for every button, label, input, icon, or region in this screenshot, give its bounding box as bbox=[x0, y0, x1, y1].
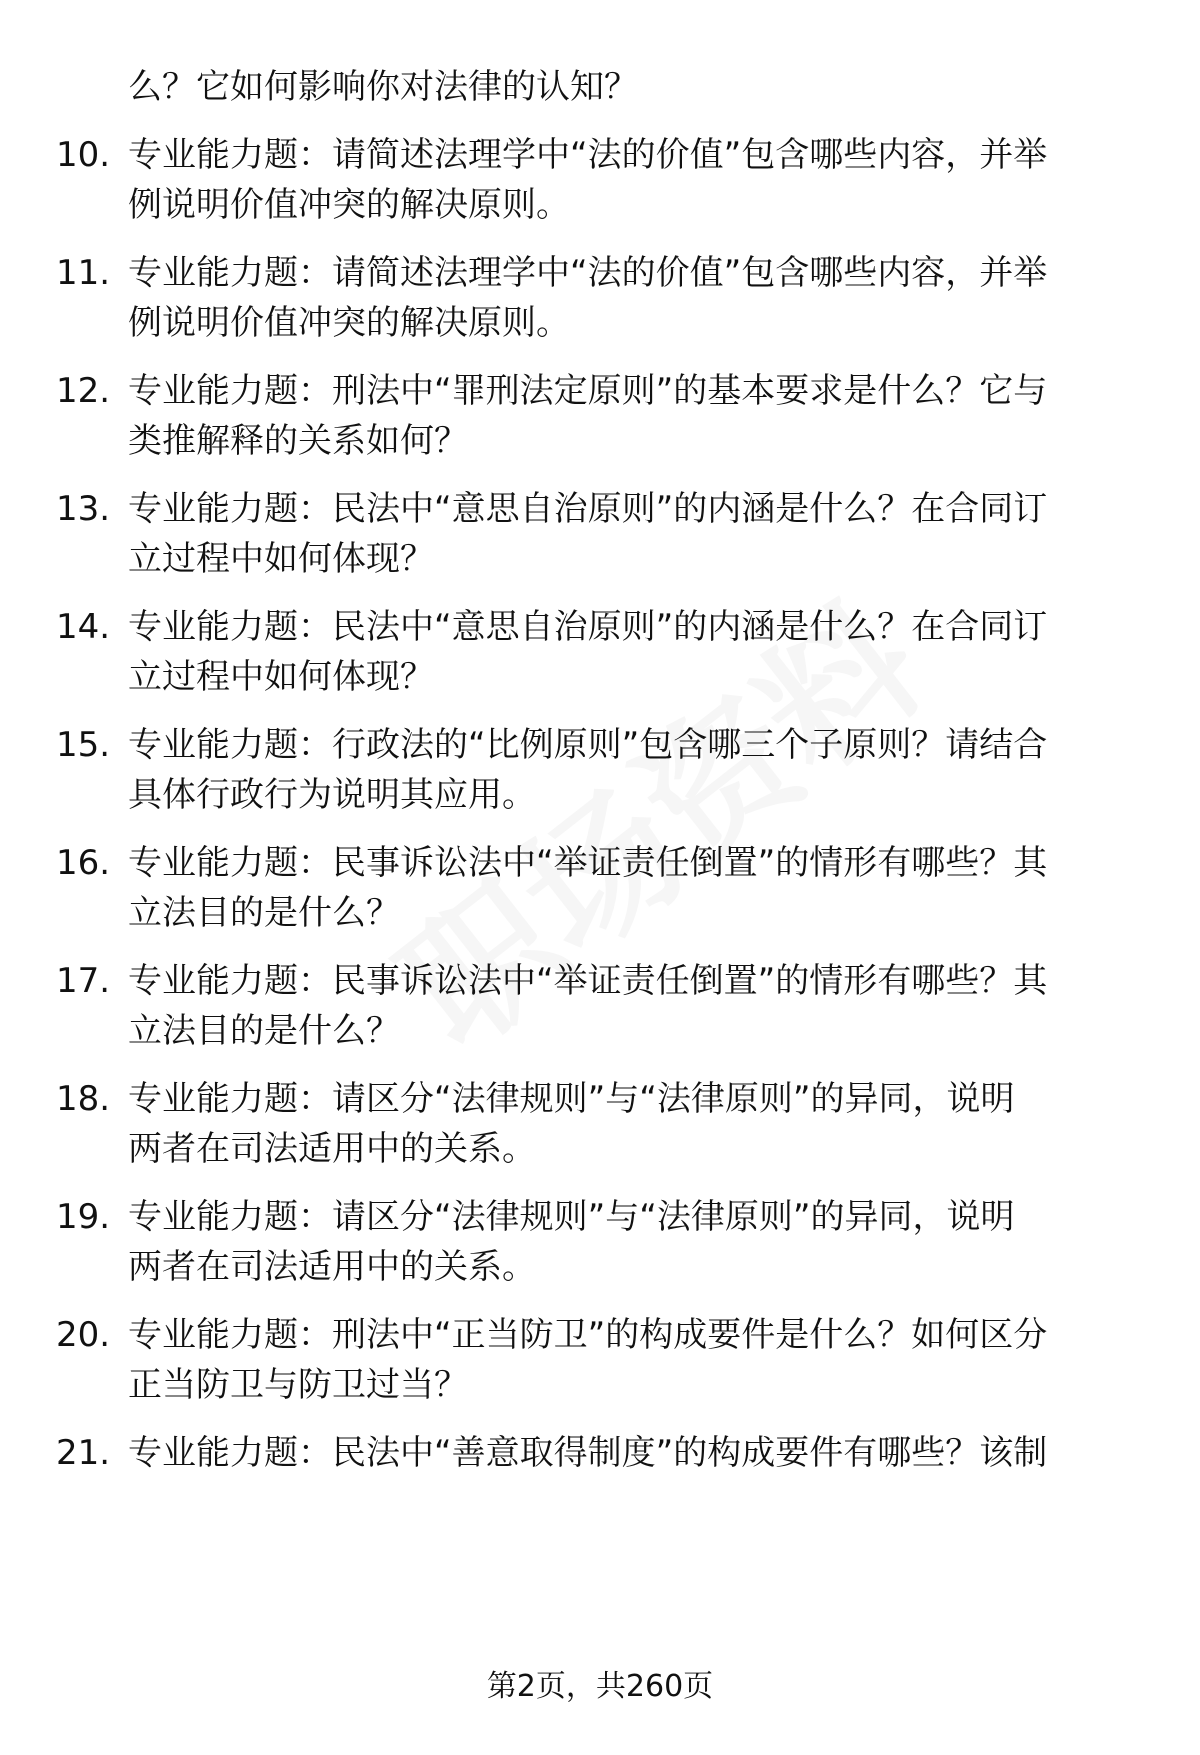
question-text-line2: 立法目的是什么？ bbox=[128, 1011, 400, 1051]
question-text-line1: 专业能力题：民法中“意思自治原则”的内涵是什么？在合同订 bbox=[128, 607, 1048, 647]
question-text-line2: 立过程中如何体现？ bbox=[128, 657, 434, 697]
question-number: 20. bbox=[56, 1315, 111, 1355]
question-text-line2: 例说明价值冲突的解决原则。 bbox=[128, 185, 570, 225]
question-text-line1: 专业能力题：民事诉讼法中“举证责任倒置”的情形有哪些？其 bbox=[128, 961, 1048, 1001]
question-text-line1: 专业能力题：请简述法理学中“法的价值”包含哪些内容，并举 bbox=[128, 135, 1048, 175]
question-text-line2: 例说明价值冲突的解决原则。 bbox=[128, 303, 570, 343]
question-text-line2: 正当防卫与防卫过当？ bbox=[128, 1365, 468, 1405]
question-text-line1: 专业能力题：民法中“意思自治原则”的内涵是什么？在合同订 bbox=[128, 489, 1048, 529]
question-number: 13. bbox=[56, 489, 111, 529]
question-text-line2: 立过程中如何体现？ bbox=[128, 539, 434, 579]
page-footer: 第2页，共260页 bbox=[486, 1669, 714, 1704]
question-text-line1: 专业能力题：请区分“法律规则”与“法律原则”的异同，说明 bbox=[128, 1079, 1015, 1119]
question-number: 10. bbox=[56, 135, 111, 175]
question-text-line1: 专业能力题：行政法的“比例原则”包含哪三个子原则？请结合 bbox=[128, 725, 1048, 765]
question-text-line1: 专业能力题：请区分“法律规则”与“法律原则”的异同，说明 bbox=[128, 1197, 1015, 1237]
question-text-line2: 两者在司法适用中的关系。 bbox=[128, 1247, 536, 1287]
question-number: 18. bbox=[56, 1079, 111, 1119]
question-number: 21. bbox=[56, 1433, 111, 1473]
question-number: 14. bbox=[56, 607, 111, 647]
question-text-line1: 专业能力题：请简述法理学中“法的价值”包含哪些内容，并举 bbox=[128, 253, 1048, 293]
question-number: 16. bbox=[56, 843, 111, 883]
question-number: 15. bbox=[56, 725, 111, 765]
question-text-line1: 专业能力题：民事诉讼法中“举证责任倒置”的情形有哪些？其 bbox=[128, 843, 1048, 883]
question-number: 11. bbox=[56, 253, 111, 293]
question-text-line1: 专业能力题：刑法中“罪刑法定原则”的基本要求是什么？它与 bbox=[128, 371, 1048, 411]
question-text-line2: 立法目的是什么？ bbox=[128, 893, 400, 933]
question-text-line2: 具体行政行为说明其应用。 bbox=[128, 775, 536, 815]
carry-over-line: 么？它如何影响你对法律的认知？ bbox=[128, 67, 638, 107]
question-number: 17. bbox=[56, 961, 111, 1001]
question-text-line1: 专业能力题：刑法中“正当防卫”的构成要件是什么？如何区分 bbox=[128, 1315, 1048, 1355]
question-text-line2: 类推解释的关系如何？ bbox=[128, 421, 468, 461]
question-text-line2: 两者在司法适用中的关系。 bbox=[128, 1129, 536, 1169]
question-number: 19. bbox=[56, 1197, 111, 1237]
question-text-line1: 专业能力题：民法中“善意取得制度”的构成要件有哪些？该制 bbox=[128, 1433, 1048, 1473]
question-number: 12. bbox=[56, 371, 111, 411]
